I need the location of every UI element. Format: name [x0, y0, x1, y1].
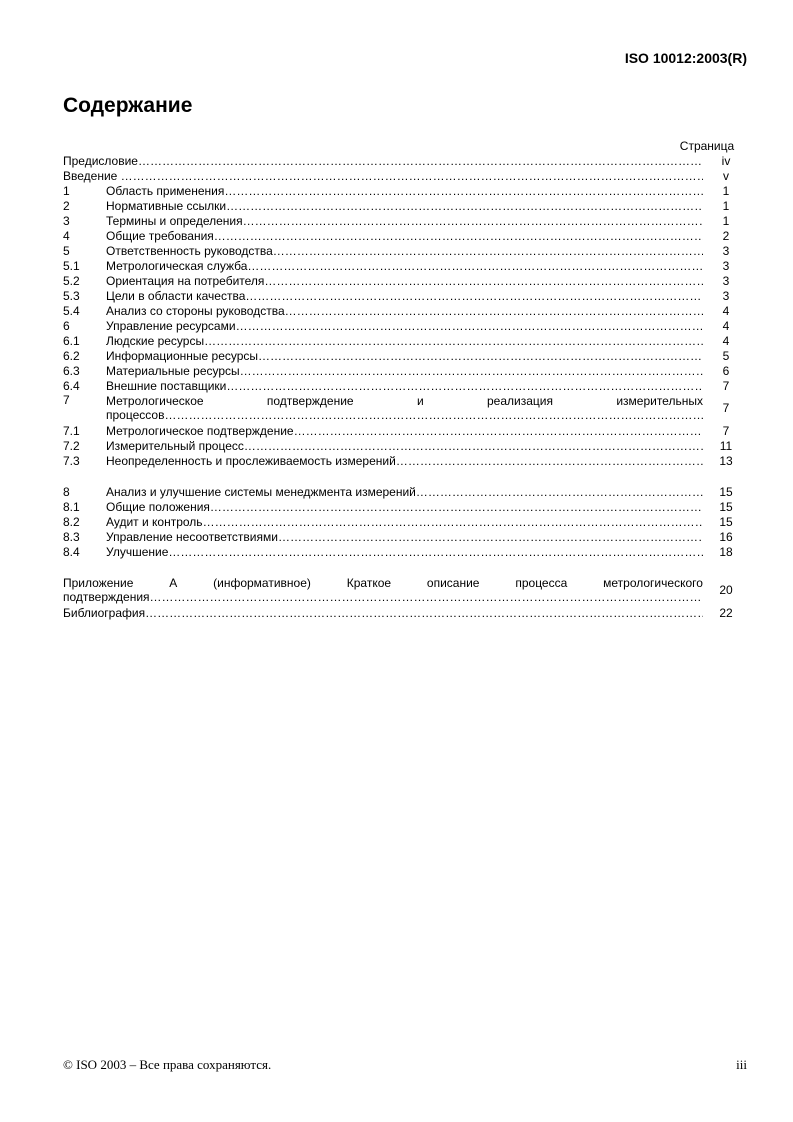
toc-entry[interactable] [63, 333, 743, 348]
toc-entry[interactable] [63, 213, 743, 228]
toc-entry-page: 1 [722, 198, 730, 213]
toc-entry-page: 4 [722, 318, 730, 333]
toc-entry[interactable] [63, 438, 743, 453]
toc-entry-number: 7.1 [63, 423, 80, 438]
toc-entry-title-line2: процессов [106, 408, 165, 422]
toc-entry-number: 3 [63, 213, 70, 228]
toc-entry-number: 2 [63, 198, 70, 213]
toc-entry-title: Термины и определения [106, 213, 243, 228]
toc-entry-7[interactable] [63, 393, 743, 423]
toc-entry-number: 6.2 [63, 348, 80, 363]
toc-entry-page: 7 [722, 401, 730, 415]
table-of-contents [63, 153, 743, 620]
toc-entry-number: 5.2 [63, 273, 80, 288]
document-code: ISO 10012:2003(R) [624, 50, 747, 66]
toc-entry-title: Улучшение [106, 544, 169, 559]
toc-entry-title: Внешние поставщики [106, 378, 227, 393]
toc-entry-page: 3 [722, 288, 730, 303]
toc-entry-annex[interactable] [63, 575, 743, 605]
toc-entry-page: 15 [719, 514, 733, 529]
toc-entry-number: 5.4 [63, 303, 80, 318]
toc-entry-title: Библиография [63, 605, 146, 620]
toc-entry-page: 18 [719, 544, 733, 559]
toc-word: реализация [486, 394, 553, 408]
toc-entry[interactable] [63, 363, 743, 378]
toc-entry-page: 16 [719, 529, 733, 544]
toc-entry-number: 1 [63, 183, 70, 198]
toc-word: (информативное) [213, 576, 311, 590]
toc-entry-title: Аудит и контроль [106, 514, 203, 529]
toc-entry-number: 6.4 [63, 378, 80, 393]
toc-entry-page: 1 [722, 213, 730, 228]
toc-entry-title [106, 394, 703, 422]
toc-entry-number: 6.1 [63, 333, 80, 348]
toc-entry-number: 5.3 [63, 288, 80, 303]
toc-entry[interactable] [63, 378, 743, 393]
toc-entry-page: 4 [722, 333, 730, 348]
toc-word: Приложение [63, 576, 134, 590]
toc-word: и [416, 394, 424, 408]
toc-word: описание [426, 576, 480, 590]
toc-entry[interactable] [63, 243, 743, 258]
toc-entry-page: 13 [719, 453, 733, 468]
toc-entry-page: 6 [722, 363, 730, 378]
toc-entry-title: Область применения [106, 183, 225, 198]
toc-entry[interactable] [63, 423, 743, 438]
toc-entry-number: 5.1 [63, 258, 80, 273]
toc-entry-page: 2 [722, 228, 730, 243]
toc-entry-page: 7 [722, 423, 730, 438]
toc-entry-title: Цели в области качества [106, 288, 246, 303]
toc-entry-title: Метрологическая служба [106, 258, 248, 273]
toc-entry-number: 8.1 [63, 499, 80, 514]
toc-entry-bibliography[interactable] [63, 605, 743, 620]
toc-entry[interactable] [63, 288, 743, 303]
toc-entry-title: Информационные ресурсы [106, 348, 259, 363]
footer-copyright: © ISO 2003 – Все права сохраняются. [63, 1057, 272, 1072]
page-title: Содержание [63, 94, 193, 117]
toc-entry-page: 20 [719, 583, 733, 597]
toc-entry-page: v [723, 168, 729, 183]
toc-entry-title: Нормативные ссылки [106, 198, 227, 213]
toc-entry[interactable] [63, 484, 743, 499]
toc-entry-number: 5 [63, 243, 70, 258]
toc-group [63, 484, 743, 559]
toc-entry[interactable] [63, 453, 743, 468]
toc-entry-title-line2: подтверждения [63, 590, 150, 604]
toc-word: А [169, 576, 178, 590]
toc-entry-page: 15 [719, 484, 733, 499]
toc-entry[interactable] [63, 318, 743, 333]
toc-entry-title: Введение [63, 168, 121, 183]
toc-entry-number: 7.3 [63, 453, 80, 468]
toc-entry-number: 8.2 [63, 514, 80, 529]
toc-entry-number: 8.3 [63, 529, 80, 544]
toc-entry-title-line1 [63, 576, 703, 590]
toc-entry-title: Измерительный процесс [106, 438, 244, 453]
toc-word: метрологического [603, 576, 703, 590]
toc-entry-title: Общие положения [106, 499, 210, 514]
toc-entry[interactable] [63, 183, 743, 198]
toc-entry-page: iv [721, 153, 731, 168]
toc-entry-title: Анализ со стороны руководства [106, 303, 285, 318]
toc-entry-page: 15 [719, 499, 733, 514]
toc-entry[interactable] [63, 258, 743, 273]
toc-entry-title-line1 [106, 394, 703, 408]
toc-entry-title: Управление несоответствиями [106, 529, 278, 544]
toc-entry-title: Ориентация на потребителя [106, 273, 265, 288]
toc-entry-page: 22 [719, 605, 733, 620]
toc-entry[interactable] [63, 514, 743, 529]
toc-entry-title [63, 576, 703, 604]
toc-entry-page: 5 [722, 348, 730, 363]
toc-entry[interactable] [63, 544, 743, 559]
toc-entry[interactable] [63, 168, 743, 183]
footer-page-number: iii [736, 1057, 747, 1072]
toc-entry-title: Метрологическое подтверждение [106, 423, 294, 438]
toc-entry-number: 8 [63, 484, 70, 499]
toc-word: Краткое [346, 576, 392, 590]
toc-entry[interactable] [63, 153, 743, 168]
toc-word: измерительных [616, 394, 703, 408]
toc-group [63, 423, 743, 468]
toc-entry-number: 6 [63, 318, 70, 333]
toc-entry-title: Ответственность руководства [106, 243, 273, 258]
toc-entry[interactable] [63, 348, 743, 363]
toc-entry[interactable] [63, 529, 743, 544]
toc-entry-page: 11 [719, 438, 733, 453]
toc-word: подтверждение [266, 394, 354, 408]
toc-entry-page: 4 [722, 303, 730, 318]
toc-entry-page: 3 [722, 243, 730, 258]
toc-entry-number: 7.2 [63, 438, 80, 453]
toc-entry-page: 7 [722, 378, 730, 393]
toc-word: Метрологическое [106, 394, 204, 408]
page-column-label: Страница [679, 139, 735, 153]
toc-entry[interactable] [63, 273, 743, 288]
toc-entry[interactable] [63, 303, 743, 318]
toc-entry-number: 6.3 [63, 363, 80, 378]
toc-entry-page: 3 [722, 273, 730, 288]
toc-entry-title: Людские ресурсы [106, 333, 205, 348]
toc-entry-number: 8.4 [63, 544, 80, 559]
toc-group [63, 153, 743, 393]
toc-word: процесса [515, 576, 568, 590]
toc-entry-page: 1 [722, 183, 730, 198]
toc-entry-title: Материальные ресурсы [106, 363, 240, 378]
toc-entry-page: 3 [722, 258, 730, 273]
toc-entry-title: Управление ресурсами [106, 318, 236, 333]
toc-entry-title: Неопределенность и прослеживаемость измерений [106, 453, 396, 468]
toc-entry[interactable] [63, 228, 743, 243]
toc-entry-title: Анализ и улучшение системы менеджмента измерений [106, 484, 416, 499]
toc-entry-title: Общие требования [106, 228, 214, 243]
toc-entry[interactable] [63, 499, 743, 514]
toc-entry-title: Предисловие [63, 153, 138, 168]
toc-entry-number: 7 [63, 393, 70, 407]
toc-entry[interactable] [63, 198, 743, 213]
toc-entry-number: 4 [63, 228, 70, 243]
